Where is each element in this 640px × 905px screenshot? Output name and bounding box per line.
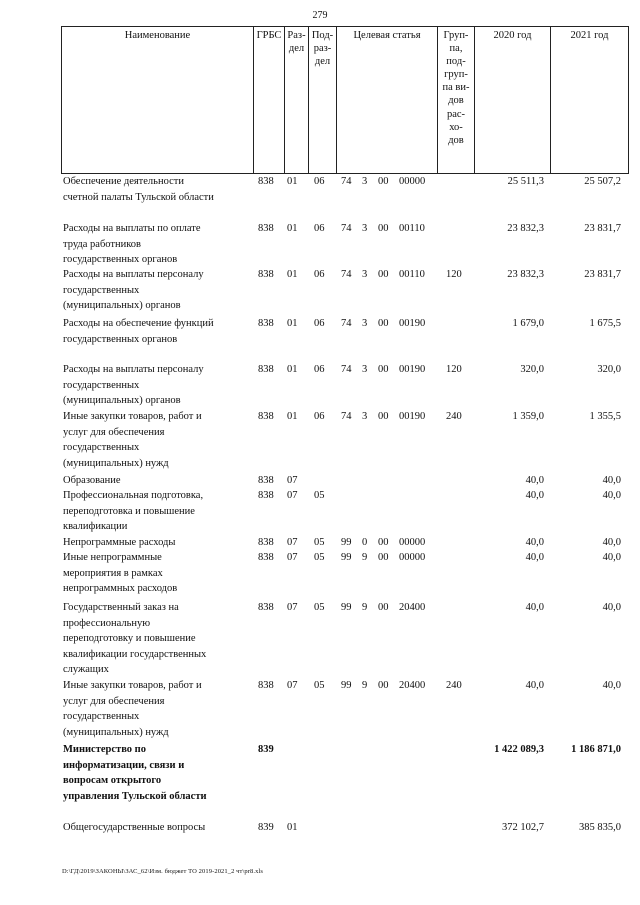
cell-grbs: 838 [258, 411, 274, 422]
row-name [63, 267, 204, 314]
row-name-line: информатизации, связи и [63, 759, 185, 771]
cell-c2: 0 [362, 537, 368, 548]
cell-rz: 01 [287, 822, 298, 833]
row-name-line: квалификации государственных [63, 648, 207, 660]
cell-v2020: 40,0 [525, 552, 544, 563]
row-name [63, 362, 204, 409]
row-name-line: переподготовку и повышение [63, 633, 196, 644]
header-podrazdel-line: дел [314, 56, 331, 68]
row-name [63, 174, 214, 205]
cell-pr: 05 [314, 552, 325, 563]
cell-grbs: 839 [258, 822, 274, 833]
row-name [63, 409, 202, 471]
cell-v2021: 40,0 [602, 537, 621, 548]
cell-rz: 07 [287, 552, 298, 563]
row-name-line: государственных [63, 284, 140, 296]
header-divider [336, 26, 337, 174]
cell-grbs: 838 [258, 475, 274, 486]
row-name-line: Профессиональная подготовка, [63, 490, 204, 501]
cell-c2: 3 [362, 411, 368, 422]
row-name [63, 473, 121, 489]
cell-c3: 00 [378, 364, 389, 375]
cell-vr: 240 [446, 411, 462, 422]
cell-c2: 9 [362, 602, 368, 613]
cell-c4: 00110 [399, 223, 425, 234]
cell-c3: 00 [378, 680, 389, 691]
cell-v2020: 23 832,3 [507, 223, 544, 234]
cell-c4: 00000 [399, 552, 426, 563]
cell-pr: 05 [314, 537, 325, 548]
cell-rz: 07 [287, 680, 298, 691]
cell-c2: 3 [362, 364, 368, 375]
cell-c2: 3 [362, 176, 368, 187]
cell-vr: 120 [446, 269, 462, 280]
header-group-line: па ви- [442, 82, 470, 94]
row-name-line: труда работников [63, 238, 142, 250]
header-razdel-line: Раз- [287, 30, 306, 41]
cell-pr: 06 [314, 269, 325, 280]
row-name-line: государственных [63, 379, 140, 391]
cell-v2020: 40,0 [525, 475, 544, 486]
row-name [63, 742, 207, 804]
cell-v2020: 1 359,0 [512, 411, 544, 422]
cell-pr: 06 [314, 364, 325, 375]
cell-pr: 06 [314, 176, 325, 187]
cell-grbs: 838 [258, 176, 274, 187]
header-top-rule [61, 26, 628, 27]
cell-c1: 99 [341, 680, 352, 691]
cell-c1: 74 [341, 176, 352, 187]
cell-pr: 06 [314, 411, 325, 422]
cell-c1: 74 [341, 411, 352, 422]
cell-c1: 74 [341, 269, 352, 280]
cell-v2021: 1 355,5 [589, 411, 621, 422]
cell-v2021: 25 507,2 [584, 176, 621, 187]
cell-c1: 99 [341, 602, 352, 613]
row-name [63, 535, 175, 551]
cell-c3: 00 [378, 552, 389, 563]
cell-rz: 01 [287, 411, 298, 422]
row-name-line: Образование [63, 475, 121, 486]
cell-v2020: 1 679,0 [512, 318, 544, 329]
cell-v2021: 23 831,7 [584, 223, 621, 234]
cell-grbs: 839 [258, 744, 274, 755]
cell-c4: 20400 [399, 680, 426, 691]
cell-c4: 00190 [399, 318, 426, 329]
cell-v2020: 40,0 [525, 602, 544, 613]
row-name-line: счетной палаты Тульской области [63, 191, 214, 203]
row-name-line: Расходы на обеспечение функций [63, 318, 214, 329]
cell-rz: 01 [287, 176, 298, 187]
cell-c4: 00190 [399, 411, 426, 422]
header-group-line: хо- [449, 121, 463, 133]
header-year-2020: 2020 год [493, 30, 532, 41]
row-name-line: (муниципальных) органов [63, 300, 181, 311]
cell-v2020: 40,0 [525, 680, 544, 691]
cell-v2020: 40,0 [525, 490, 544, 501]
cell-rz: 07 [287, 537, 298, 548]
cell-v2021: 1 186 871,0 [571, 744, 621, 755]
cell-v2020: 25 511,3 [507, 176, 544, 187]
row-name [63, 221, 201, 268]
row-name [63, 820, 205, 836]
header-expense-group [438, 29, 474, 147]
row-name-line: государственных [63, 711, 140, 722]
row-name-line: Непрограммные расходы [63, 537, 176, 548]
cell-pr: 05 [314, 680, 325, 691]
cell-c3: 00 [378, 411, 389, 422]
header-group-line: Груп- [443, 30, 469, 41]
row-name [63, 488, 203, 535]
cell-grbs: 838 [258, 364, 274, 375]
row-name-line: квалификации [63, 521, 128, 532]
cell-v2021: 320,0 [597, 364, 621, 375]
row-name-line: Общегосударственные вопросы [63, 822, 206, 833]
cell-v2021: 40,0 [602, 475, 621, 486]
row-name-line: Государственный заказ на [63, 602, 179, 613]
header-grbs: ГРБС [256, 30, 282, 41]
row-name-line: Министерство по [63, 744, 146, 755]
row-name [63, 316, 214, 347]
cell-v2021: 40,0 [602, 602, 621, 613]
cell-v2021: 40,0 [602, 680, 621, 691]
row-name-line: (муниципальных) нужд [63, 457, 169, 469]
header-podrazdel-line: Под- [311, 30, 334, 41]
row-name-line: Расходы на выплаты персоналу [63, 364, 204, 375]
cell-v2020: 40,0 [525, 537, 544, 548]
row-name-line: Расходы на выплаты персоналу [63, 269, 204, 280]
row-name-line: вопросам открытого [63, 775, 162, 786]
cell-rz: 07 [287, 490, 298, 501]
row-name-line: услуг для обеспечения [63, 426, 165, 438]
cell-vr: 240 [446, 680, 462, 691]
cell-grbs: 838 [258, 490, 274, 501]
row-name-line: (муниципальных) органов [63, 395, 181, 406]
header-divider [628, 26, 629, 174]
cell-v2021: 23 831,7 [584, 269, 621, 280]
cell-pr: 06 [314, 318, 325, 329]
cell-v2021: 40,0 [602, 490, 621, 501]
header-group-line: дов [448, 134, 464, 146]
cell-v2020: 320,0 [520, 364, 544, 375]
row-name-line: Иные закупки товаров, работ и [63, 411, 202, 422]
cell-c2: 3 [362, 223, 368, 234]
row-name-line: Обеспечение деятельности [63, 176, 184, 187]
header-divider [61, 26, 62, 174]
cell-c4: 00190 [399, 364, 426, 375]
cell-c3: 00 [378, 176, 389, 187]
row-name [63, 678, 202, 740]
header-podrazdel [309, 29, 336, 68]
row-name-line: государственных [63, 442, 140, 453]
cell-rz: 01 [287, 364, 298, 375]
cell-c1: 74 [341, 223, 352, 234]
cell-c2: 9 [362, 552, 368, 563]
header-divider [550, 26, 551, 174]
header-razdel-line: дел [288, 43, 305, 55]
cell-c2: 3 [362, 318, 368, 329]
cell-grbs: 838 [258, 223, 274, 234]
cell-c2: 3 [362, 269, 368, 280]
cell-c3: 00 [378, 318, 389, 329]
cell-rz: 07 [287, 602, 298, 613]
cell-c4: 00110 [399, 269, 425, 280]
header-podrazdel-line: раз- [313, 43, 332, 55]
cell-c4: 20400 [399, 602, 426, 613]
header-divider [474, 26, 475, 174]
header-name: Наименование [124, 30, 191, 41]
row-name-line: Расходы на выплаты по оплате [63, 223, 201, 234]
cell-c2: 9 [362, 680, 368, 691]
row-name-line: служащих [63, 664, 109, 675]
cell-grbs: 838 [258, 537, 274, 548]
row-name [63, 600, 206, 678]
cell-rz: 01 [287, 223, 298, 234]
row-name-line: Иные непрограммные [63, 552, 162, 563]
header-group-line: дов [448, 95, 464, 107]
cell-c1: 99 [341, 537, 352, 548]
cell-grbs: 838 [258, 680, 274, 691]
cell-c1: 74 [341, 364, 352, 375]
header-group-line: па, [449, 43, 463, 55]
cell-rz: 01 [287, 318, 298, 329]
cell-c3: 00 [378, 602, 389, 613]
row-name [63, 550, 177, 597]
cell-v2020: 1 422 089,3 [494, 744, 544, 755]
row-name-line: Иные закупки товаров, работ и [63, 680, 202, 691]
cell-c3: 00 [378, 269, 389, 280]
header-divider [253, 26, 254, 174]
header-group-line: под- [446, 56, 466, 68]
cell-rz: 01 [287, 269, 298, 280]
cell-v2021: 1 675,5 [589, 318, 621, 329]
header-group-line: рас- [446, 108, 466, 120]
row-name-line: непрограммных расходов [63, 583, 178, 594]
cell-v2020: 372 102,7 [502, 822, 544, 833]
cell-grbs: 838 [258, 602, 274, 613]
cell-c4: 00000 [399, 537, 426, 548]
row-name-line: переподготовка и повышение [63, 505, 195, 517]
cell-v2021: 40,0 [602, 552, 621, 563]
cell-c3: 00 [378, 223, 389, 234]
cell-c1: 74 [341, 318, 352, 329]
cell-grbs: 838 [258, 318, 274, 329]
cell-pr: 05 [314, 602, 325, 613]
row-name-line: услуг для обеспечения [63, 695, 165, 707]
cell-v2021: 385 835,0 [579, 822, 621, 833]
cell-pr: 06 [314, 223, 325, 234]
row-name-line: управления Тульской области [63, 790, 207, 802]
header-target-article: Целевая статья [353, 30, 421, 41]
cell-c4: 00000 [399, 176, 426, 187]
cell-rz: 07 [287, 475, 298, 486]
row-name-line: государственных органов [63, 333, 178, 345]
cell-grbs: 838 [258, 552, 274, 563]
row-name-line: государственных органов [63, 254, 178, 265]
row-name-line: мероприятия в рамках [63, 567, 163, 579]
page-number: 279 [312, 10, 328, 21]
header-razdel [285, 29, 308, 55]
cell-v2020: 23 832,3 [507, 269, 544, 280]
cell-c3: 00 [378, 537, 389, 548]
row-name-line: профессиональную [63, 617, 151, 629]
cell-pr: 05 [314, 490, 325, 501]
header-group-line: груп- [444, 69, 468, 81]
cell-c1: 99 [341, 552, 352, 563]
cell-grbs: 838 [258, 269, 274, 280]
row-name-line: (муниципальных) нужд [63, 726, 169, 738]
file-path-footer: D:\ГД\2019\ЗАКОНЫ\ЗАС_62\Изм. бюджет ТО 2019-2021_2 чт\pr8.xls [62, 868, 263, 875]
header-year-2021: 2021 год [570, 30, 609, 41]
cell-vr: 120 [446, 364, 462, 375]
